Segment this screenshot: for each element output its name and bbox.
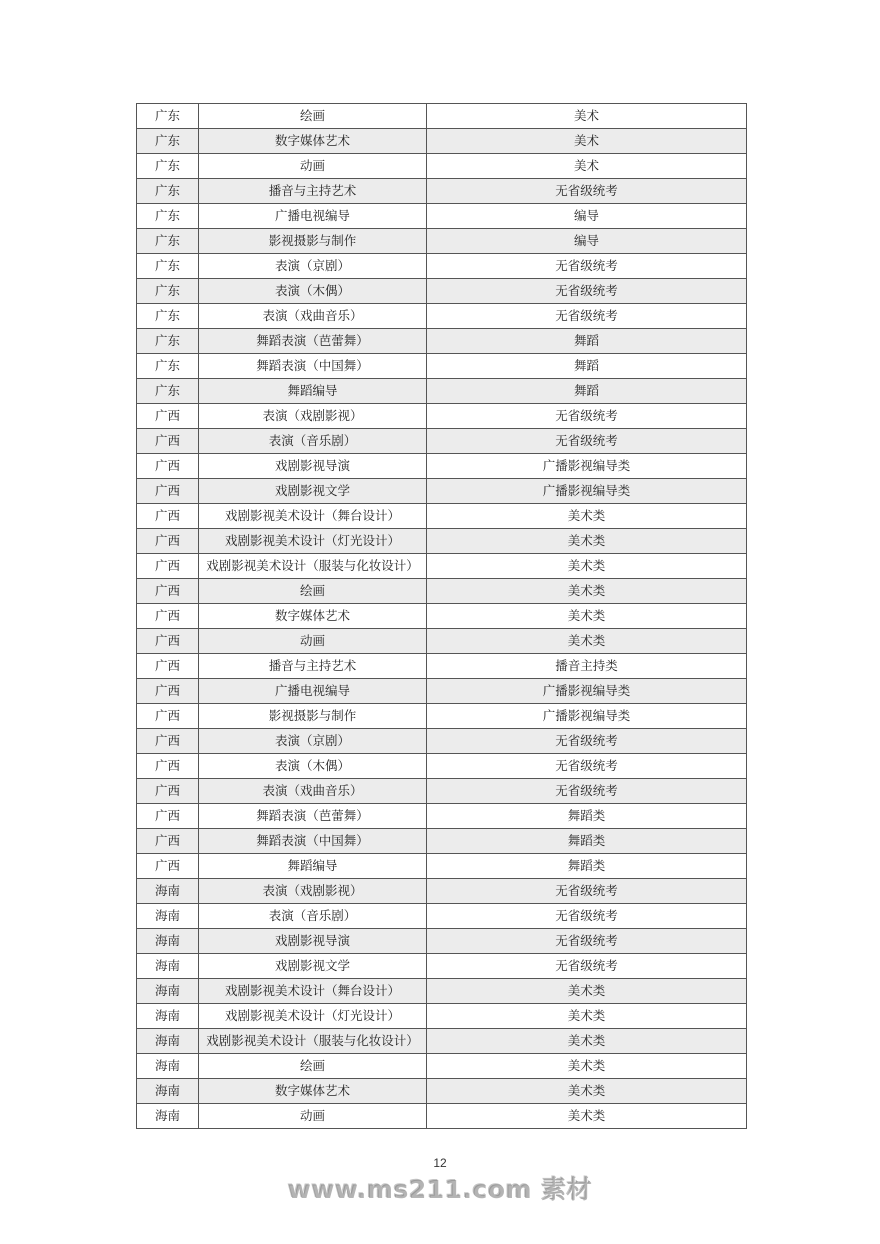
exam-category-cell: 美术 bbox=[427, 129, 747, 154]
major-cell: 播音与主持艺术 bbox=[199, 179, 427, 204]
exam-category-cell: 美术类 bbox=[427, 1029, 747, 1054]
region-cell: 广西 bbox=[137, 654, 199, 679]
exam-category-cell: 美术类 bbox=[427, 1004, 747, 1029]
table-row bbox=[137, 679, 747, 704]
region-cell: 海南 bbox=[137, 954, 199, 979]
region-cell: 广西 bbox=[137, 829, 199, 854]
table-row bbox=[137, 929, 747, 954]
major-cell: 动画 bbox=[199, 629, 427, 654]
major-cell: 绘画 bbox=[199, 104, 427, 129]
table-row bbox=[137, 1079, 747, 1104]
major-cell: 戏剧影视美术设计（服装与化妆设计） bbox=[199, 1029, 427, 1054]
region-cell: 广东 bbox=[137, 379, 199, 404]
table-row bbox=[137, 604, 747, 629]
region-cell: 广东 bbox=[137, 129, 199, 154]
exam-category-cell: 美术类 bbox=[427, 1054, 747, 1079]
exam-category-cell: 无省级统考 bbox=[427, 304, 747, 329]
major-cell: 表演（音乐剧） bbox=[199, 904, 427, 929]
region-cell: 广东 bbox=[137, 104, 199, 129]
region-cell: 海南 bbox=[137, 1079, 199, 1104]
region-cell: 广西 bbox=[137, 404, 199, 429]
major-cell: 播音与主持艺术 bbox=[199, 654, 427, 679]
region-cell: 广西 bbox=[137, 504, 199, 529]
exam-category-cell: 无省级统考 bbox=[427, 279, 747, 304]
region-cell: 广西 bbox=[137, 704, 199, 729]
region-cell: 广东 bbox=[137, 254, 199, 279]
table-row bbox=[137, 304, 747, 329]
exam-category-cell: 编导 bbox=[427, 229, 747, 254]
table-row bbox=[137, 1029, 747, 1054]
major-cell: 广播电视编导 bbox=[199, 679, 427, 704]
major-cell: 影视摄影与制作 bbox=[199, 229, 427, 254]
exam-category-cell: 广播影视编导类 bbox=[427, 454, 747, 479]
table-row bbox=[137, 804, 747, 829]
region-cell: 广东 bbox=[137, 279, 199, 304]
major-cell: 动画 bbox=[199, 1104, 427, 1129]
exam-category-cell: 美术类 bbox=[427, 579, 747, 604]
major-cell: 戏剧影视文学 bbox=[199, 479, 427, 504]
exam-category-cell: 美术类 bbox=[427, 554, 747, 579]
region-cell: 海南 bbox=[137, 1004, 199, 1029]
region-cell: 海南 bbox=[137, 1054, 199, 1079]
table-row bbox=[137, 779, 747, 804]
region-cell: 广东 bbox=[137, 229, 199, 254]
exam-category-cell: 舞蹈 bbox=[427, 379, 747, 404]
table-row bbox=[137, 529, 747, 554]
major-cell: 戏剧影视美术设计（舞台设计） bbox=[199, 979, 427, 1004]
major-cell: 表演（戏曲音乐） bbox=[199, 779, 427, 804]
table-row bbox=[137, 429, 747, 454]
major-cell: 绘画 bbox=[199, 1054, 427, 1079]
region-cell: 广西 bbox=[137, 454, 199, 479]
major-cell: 数字媒体艺术 bbox=[199, 1079, 427, 1104]
major-cell: 舞蹈编导 bbox=[199, 854, 427, 879]
table-row bbox=[137, 129, 747, 154]
table-row bbox=[137, 104, 747, 129]
exam-category-cell: 美术类 bbox=[427, 1104, 747, 1129]
table-row bbox=[137, 479, 747, 504]
table-row bbox=[137, 654, 747, 679]
table-row bbox=[137, 279, 747, 304]
major-cell: 戏剧影视文学 bbox=[199, 954, 427, 979]
exam-category-cell: 舞蹈类 bbox=[427, 804, 747, 829]
table-row bbox=[137, 179, 747, 204]
major-cell: 舞蹈编导 bbox=[199, 379, 427, 404]
major-cell: 舞蹈表演（中国舞） bbox=[199, 354, 427, 379]
table-row bbox=[137, 329, 747, 354]
exam-category-cell: 舞蹈 bbox=[427, 329, 747, 354]
exam-category-cell: 舞蹈类 bbox=[427, 854, 747, 879]
major-cell: 戏剧影视美术设计（灯光设计） bbox=[199, 529, 427, 554]
major-cell: 戏剧影视美术设计（服装与化妆设计） bbox=[199, 554, 427, 579]
region-cell: 广东 bbox=[137, 179, 199, 204]
exam-category-cell: 无省级统考 bbox=[427, 904, 747, 929]
region-cell: 广西 bbox=[137, 754, 199, 779]
region-cell: 广西 bbox=[137, 429, 199, 454]
region-cell: 广东 bbox=[137, 154, 199, 179]
exam-category-cell: 广播影视编导类 bbox=[427, 704, 747, 729]
table-row bbox=[137, 579, 747, 604]
table-row bbox=[137, 729, 747, 754]
exam-category-cell: 无省级统考 bbox=[427, 254, 747, 279]
exam-category-cell: 广播影视编导类 bbox=[427, 679, 747, 704]
region-cell: 广西 bbox=[137, 579, 199, 604]
region-cell: 广东 bbox=[137, 354, 199, 379]
table-row bbox=[137, 1054, 747, 1079]
major-cell: 舞蹈表演（芭蕾舞） bbox=[199, 804, 427, 829]
table-row bbox=[137, 404, 747, 429]
exam-category-cell: 舞蹈 bbox=[427, 354, 747, 379]
exam-category-cell: 美术 bbox=[427, 154, 747, 179]
major-cell: 影视摄影与制作 bbox=[199, 704, 427, 729]
table-row bbox=[137, 154, 747, 179]
table-row bbox=[137, 554, 747, 579]
table-row bbox=[137, 354, 747, 379]
major-cell: 舞蹈表演（芭蕾舞） bbox=[199, 329, 427, 354]
exam-category-cell: 美术类 bbox=[427, 604, 747, 629]
table-row bbox=[137, 204, 747, 229]
table-row bbox=[137, 704, 747, 729]
table-row bbox=[137, 504, 747, 529]
major-cell: 表演（戏剧影视） bbox=[199, 879, 427, 904]
exam-category-cell: 无省级统考 bbox=[427, 404, 747, 429]
page-number: 12 bbox=[433, 1156, 447, 1170]
major-cell: 表演（京剧） bbox=[199, 254, 427, 279]
table-row bbox=[137, 1004, 747, 1029]
major-cell: 数字媒体艺术 bbox=[199, 129, 427, 154]
exam-category-cell: 无省级统考 bbox=[427, 429, 747, 454]
exam-category-cell: 美术类 bbox=[427, 529, 747, 554]
major-cell: 绘画 bbox=[199, 579, 427, 604]
region-cell: 海南 bbox=[137, 929, 199, 954]
region-cell: 广东 bbox=[137, 204, 199, 229]
major-cell: 表演（音乐剧） bbox=[199, 429, 427, 454]
table-row bbox=[137, 754, 747, 779]
table-row bbox=[137, 954, 747, 979]
region-cell: 广西 bbox=[137, 679, 199, 704]
region-cell: 广西 bbox=[137, 804, 199, 829]
exam-category-cell: 无省级统考 bbox=[427, 929, 747, 954]
table-row bbox=[137, 454, 747, 479]
major-cell: 戏剧影视美术设计（灯光设计） bbox=[199, 1004, 427, 1029]
region-cell: 广西 bbox=[137, 604, 199, 629]
table-row bbox=[137, 904, 747, 929]
table-row bbox=[137, 879, 747, 904]
region-cell: 广西 bbox=[137, 854, 199, 879]
major-cell: 表演（戏曲音乐） bbox=[199, 304, 427, 329]
exam-category-cell: 美术类 bbox=[427, 979, 747, 1004]
region-cell: 广西 bbox=[137, 554, 199, 579]
region-cell: 广西 bbox=[137, 529, 199, 554]
table-row bbox=[137, 229, 747, 254]
exam-category-cell: 美术 bbox=[427, 104, 747, 129]
exam-category-cell: 播音主持类 bbox=[427, 654, 747, 679]
region-cell: 广西 bbox=[137, 479, 199, 504]
region-cell: 海南 bbox=[137, 879, 199, 904]
exam-category-cell: 舞蹈类 bbox=[427, 829, 747, 854]
region-cell: 广西 bbox=[137, 629, 199, 654]
table-row bbox=[137, 1104, 747, 1129]
exam-category-cell: 无省级统考 bbox=[427, 779, 747, 804]
major-cell: 表演（木偶） bbox=[199, 754, 427, 779]
exam-category-cell: 广播影视编导类 bbox=[427, 479, 747, 504]
region-cell: 海南 bbox=[137, 904, 199, 929]
table-row bbox=[137, 829, 747, 854]
major-cell: 表演（京剧） bbox=[199, 729, 427, 754]
majors-table bbox=[136, 103, 747, 1129]
exam-category-cell: 无省级统考 bbox=[427, 954, 747, 979]
table-row bbox=[137, 854, 747, 879]
exam-category-cell: 无省级统考 bbox=[427, 754, 747, 779]
exam-category-cell: 美术类 bbox=[427, 504, 747, 529]
exam-category-cell: 无省级统考 bbox=[427, 729, 747, 754]
major-cell: 表演（木偶） bbox=[199, 279, 427, 304]
exam-category-cell: 编导 bbox=[427, 204, 747, 229]
exam-category-cell: 美术类 bbox=[427, 629, 747, 654]
region-cell: 广西 bbox=[137, 729, 199, 754]
region-cell: 海南 bbox=[137, 979, 199, 1004]
major-cell: 舞蹈表演（中国舞） bbox=[199, 829, 427, 854]
major-cell: 动画 bbox=[199, 154, 427, 179]
major-cell: 广播电视编导 bbox=[199, 204, 427, 229]
major-cell: 表演（戏剧影视） bbox=[199, 404, 427, 429]
major-cell: 戏剧影视美术设计（舞台设计） bbox=[199, 504, 427, 529]
exam-category-cell: 无省级统考 bbox=[427, 179, 747, 204]
exam-category-cell: 美术类 bbox=[427, 1079, 747, 1104]
region-cell: 广东 bbox=[137, 304, 199, 329]
major-cell: 戏剧影视导演 bbox=[199, 454, 427, 479]
region-cell: 海南 bbox=[137, 1104, 199, 1129]
table-row bbox=[137, 254, 747, 279]
region-cell: 广东 bbox=[137, 329, 199, 354]
region-cell: 广西 bbox=[137, 779, 199, 804]
table-row bbox=[137, 979, 747, 1004]
exam-category-cell: 无省级统考 bbox=[427, 879, 747, 904]
region-cell: 海南 bbox=[137, 1029, 199, 1054]
major-cell: 戏剧影视导演 bbox=[199, 929, 427, 954]
table-body bbox=[137, 104, 747, 1129]
table-row bbox=[137, 379, 747, 404]
watermark: www.ms211.com 素材 bbox=[287, 1175, 593, 1204]
table-row bbox=[137, 629, 747, 654]
major-cell: 数字媒体艺术 bbox=[199, 604, 427, 629]
